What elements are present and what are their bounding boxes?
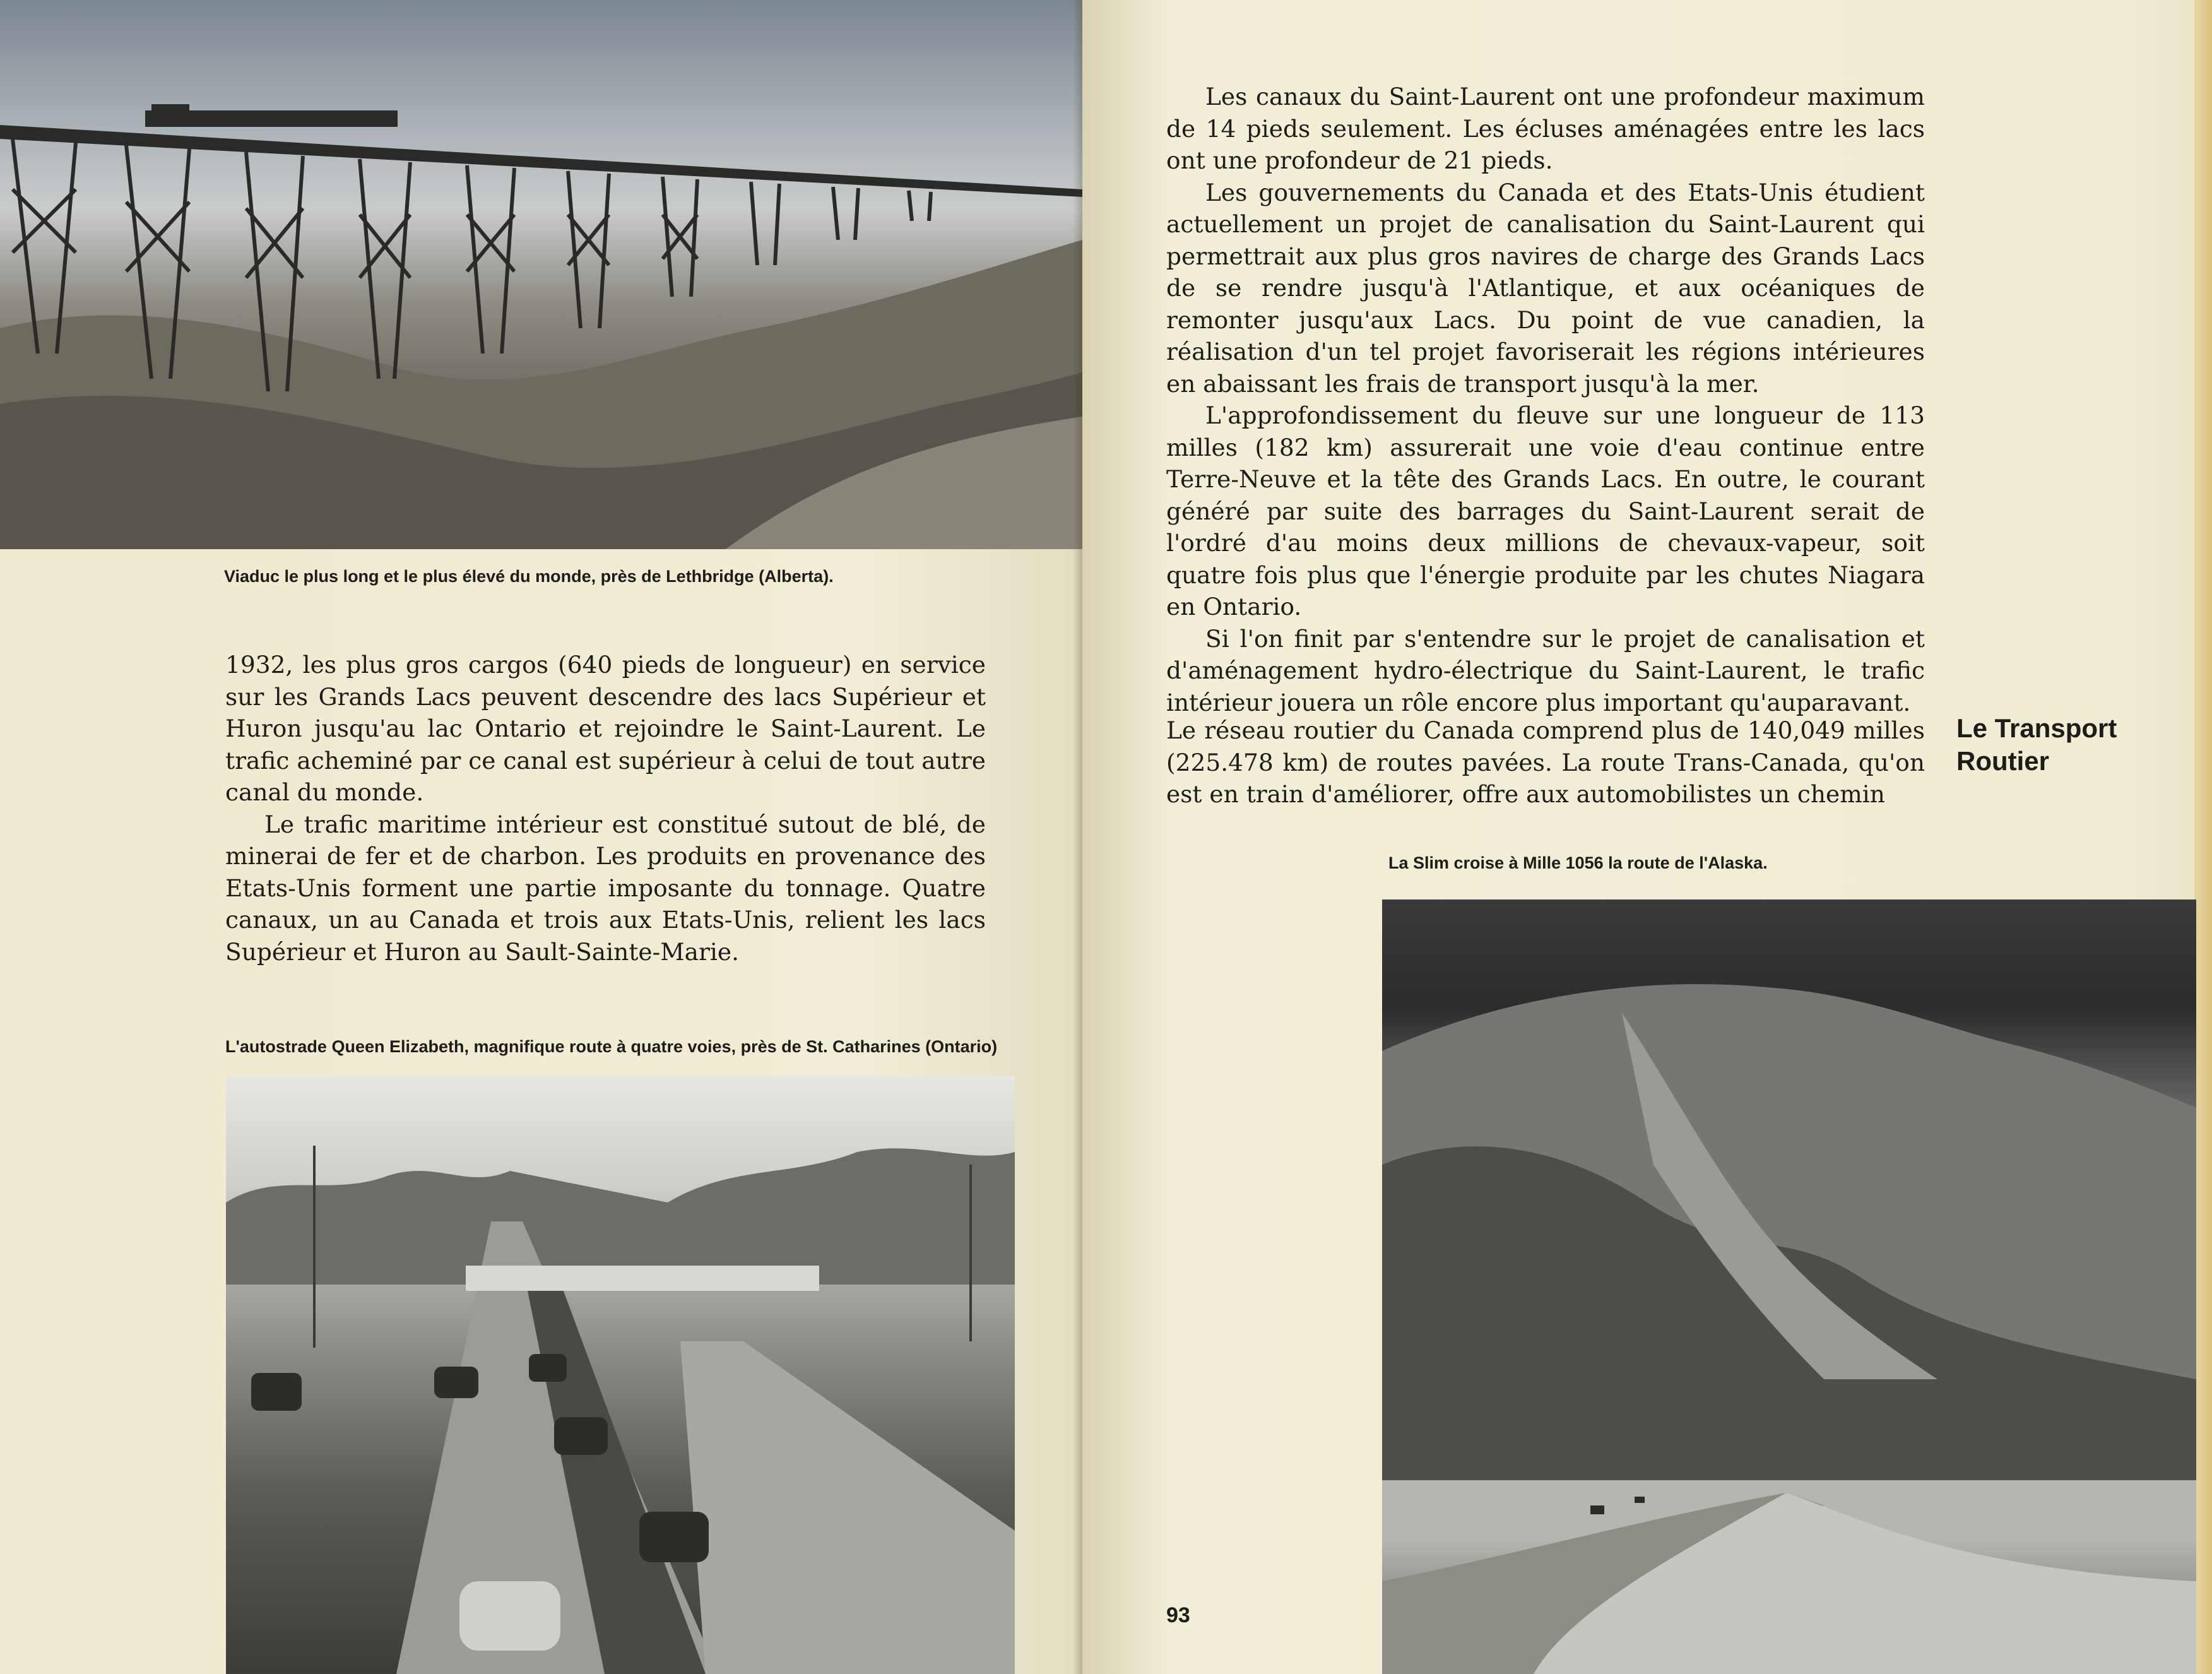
viaduct-photo	[0, 0, 1082, 549]
mountain-illustration	[1382, 899, 2196, 1674]
paragraph: Les canaux du Saint-Laurent ont une profondeur maximum de 14 pieds seulement. Les écluses aménagées entre les lacs ont une profondeur de 21 pieds.	[1166, 83, 1925, 174]
paragraph: Le trafic maritime intérieur est constitué sutout de blé, de minerai de fer et de charbon. Les produits en provenance des Etats-Unis forment une partie imposante du tonnage. Quatre canaux, un au Canada et trois aux Etats-Unis, relient les lacs Supérieur et Huron au Sault-Sainte-Marie.	[225, 810, 986, 966]
right-body-text	[1166, 81, 1925, 718]
left-body-text	[225, 649, 986, 968]
mountain-caption: La Slim croise à Mille 1056 la route de l'Alaska.	[1388, 853, 1768, 872]
autostrade-photo	[226, 1076, 1015, 1674]
paragraph: 1932, les plus gros cargos (640 pieds de longueur) en service sur les Grands Lacs peuvent descendre des lacs Supérieur et Huron jusqu'au lac Ontario et rejoindre le Saint-Laurent. Le trafic acheminé par ce canal est supérieur à celui de tout autre canal du monde.	[225, 651, 986, 806]
book-gutter	[1073, 0, 1082, 1674]
section-heading-line: Le Transport	[1956, 713, 2117, 743]
paragraph: Si l'on finit par s'entendre sur le projet de canalisation et d'aménagement hydro-électrique du Saint-Laurent, le trafic intérieur jouera un rôle encore plus important qu'auparavant.	[1166, 624, 1925, 716]
highway-illustration	[226, 1076, 1015, 1674]
paragraph: L'approfondissement du fleuve sur une longueur de 113 milles (182 km) assurerait une voie d'eau continue entre Terre-Neuve et la tête des Grands Lacs. En outre, le courant généré par suite des barrages du Saint-Laurent serait de l'ordré d'au moins deux millions de chevaux-vapeur, soit quatre fois plus que l'énergie produite par les chutes Niagara en Ontario.	[1166, 401, 1925, 620]
autostrade-caption: L'autostrade Queen Elizabeth, magnifique route à quatre voies, près de St. Catharines (Ontario)	[225, 1037, 998, 1056]
section-heading-line: Routier	[1956, 746, 2049, 776]
page-number: 93	[1166, 1603, 1190, 1627]
paragraph: Les gouvernements du Canada et des Etats-Unis étudient actuellement un projet de canalisation du Saint-Laurent qui permettrait aux plus gros navires de charge des Grands Lacs de se rendre jusqu'à l'Atlantique, et aux océaniques de remonter jusqu'aux Lacs. Du point de vue canadien, la réalisation d'un tel projet favoriserait les régions intérieures en abaissant les frais de transport jusqu'à la mer.	[1166, 178, 1925, 398]
left-page	[0, 0, 1082, 1674]
mountain-photo	[1382, 899, 2196, 1674]
viaduct-caption: Viaduc le plus long et le plus élevé du monde, près de Lethbridge (Alberta).	[224, 567, 834, 586]
viaduct-illustration	[0, 0, 1082, 549]
paragraph: Le réseau routier du Canada comprend plus de 140,049 milles (225.478 km) de routes pavées. La route Trans-Canada, qu'on est en train d'améliorer, offre aux automobilistes un chemin	[1166, 716, 1925, 808]
page-edge	[2194, 0, 2212, 1674]
section-body-text	[1166, 715, 1925, 810]
section-heading	[1956, 712, 2117, 778]
